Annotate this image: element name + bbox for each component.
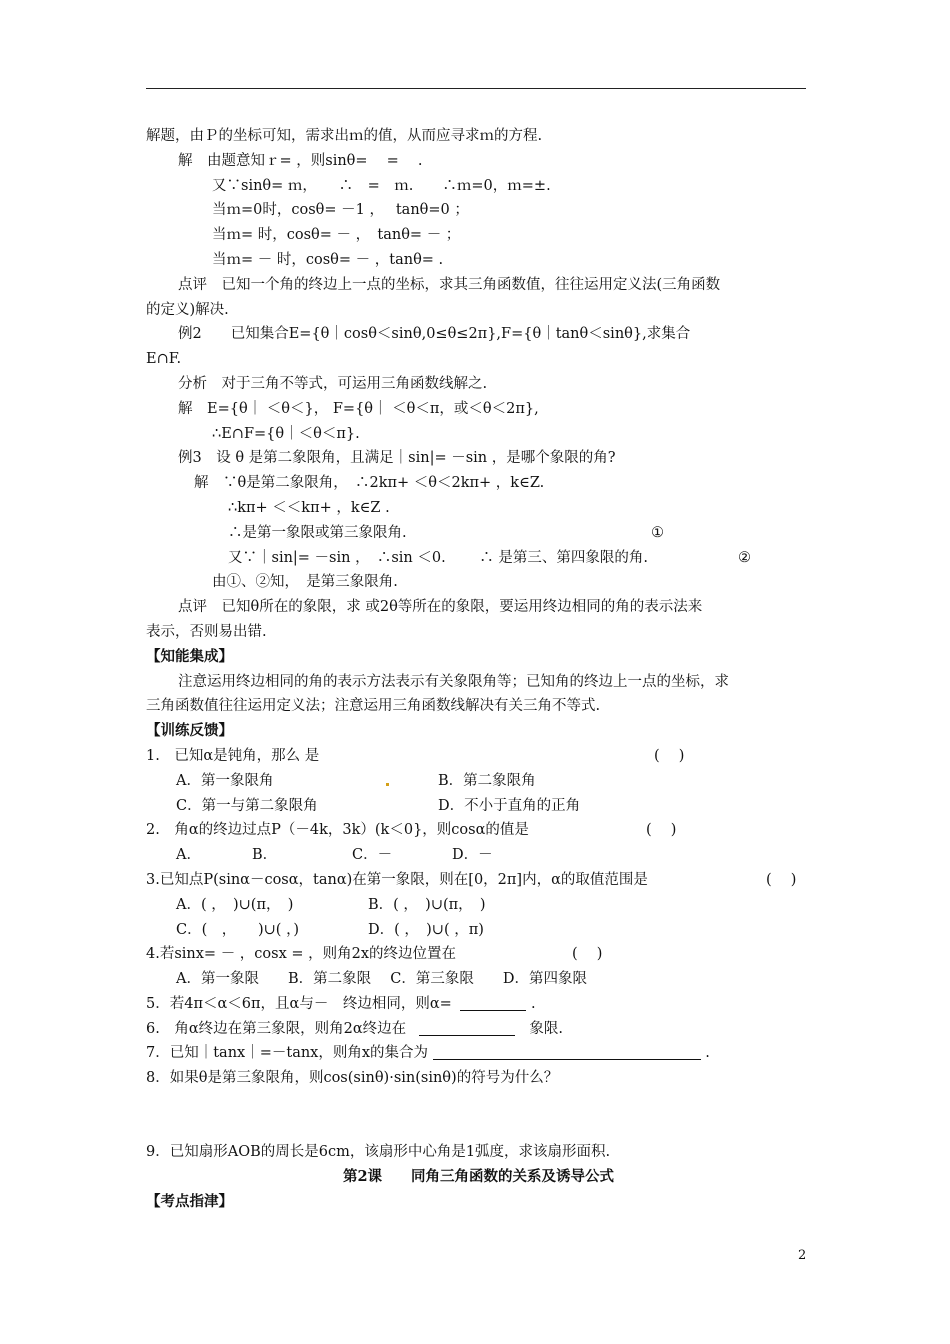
text-line: 又∵sinθ= ｍ， ∴ = ｍ. ∴ｍ=0，ｍ=±.	[212, 177, 551, 194]
option-a: A．	[176, 847, 201, 864]
text-line	[146, 521, 811, 546]
question-8: 8．如果θ是第三象限角，则cos(sinθ)·sin(sinθ)的符号为什么？	[146, 1070, 559, 1087]
decorative-dot	[386, 783, 389, 786]
options-row	[146, 893, 811, 918]
option-c: C．( ， )∪( ，)	[176, 921, 299, 938]
answer-blank	[433, 1042, 701, 1060]
question-9: 9．已知扇形AOB的周长是6cm，该扇形中心角是1弧度，求该扇形面积.	[146, 1144, 611, 1161]
document-body	[146, 124, 811, 1214]
spacer	[146, 1091, 811, 1140]
question-4	[146, 942, 811, 967]
text-span: ∴是第一象限或第三象限角.	[228, 524, 407, 541]
answer-blank	[460, 993, 526, 1011]
text-line: ∴E∩F={θ｜＜θ＜π}.	[212, 425, 360, 442]
option-a: A．( ， )∪(π， )	[176, 896, 294, 913]
section-heading: 【考点指津】	[146, 1192, 233, 1210]
question-3	[146, 868, 811, 893]
circle-mark-2: ②	[738, 549, 751, 566]
option-b: B．	[252, 847, 278, 864]
text-span: 又∵｜sin|= －sin ， ∴sin ＜0. ∴ 是第三、第四象限的角.	[228, 549, 649, 566]
end-period: .	[530, 995, 536, 1012]
text-line: 例2 已知集合E={θ｜cosθ＜sinθ,0≤θ≤2π},F={θ｜tanθ＜sinθ},求集合	[178, 326, 691, 343]
option-b: B．第二象限角	[438, 772, 536, 789]
options-row	[146, 769, 811, 794]
answer-paren: ( )	[572, 946, 603, 963]
question-text: 1. 已知α是钝角，那么 是	[146, 747, 320, 764]
text-line: 当ｍ=0时，cosθ= －1 ， tanθ=0 ；	[212, 202, 469, 219]
text-line: 三角函数值往往运用定义法；注意运用三角函数线解决有关三角不等式.	[146, 698, 601, 715]
options-row	[146, 843, 811, 868]
text-line: 解题，由Ｐ的坐标可知，需求出ｍ的值，从而应寻求ｍ的方程.	[146, 128, 543, 144]
text-line: 分析 对于三角不等式，可运用三角函数线解之.	[178, 375, 488, 392]
options-row	[146, 794, 811, 819]
question-text: 4.若sinx= － ，cosx = ，则角2x的终边位置在	[146, 946, 457, 963]
text-line: ∴kπ+ ＜＜kπ+ ，k∈Z .	[228, 499, 390, 516]
text-line: 当ｍ= 时，cosθ= － ， tanθ= － ；	[212, 227, 461, 244]
question-2	[146, 818, 811, 843]
option-a: A．第一象限角	[176, 772, 274, 789]
answer-paren: ( )	[646, 822, 677, 839]
text-line: 的定义)解决.	[146, 301, 229, 318]
text-line: 点评 已知θ所在的象限，求 或2θ等所在的象限，要运用终边相同的角的表示法来	[178, 599, 703, 616]
page-number: 2	[798, 1248, 807, 1263]
question-1	[146, 744, 811, 769]
option-c: C．－	[352, 847, 393, 864]
option-b: B．( ， )∪(π， )	[368, 896, 486, 913]
options-row	[146, 918, 811, 943]
question-tail: 象限.	[529, 1020, 563, 1037]
question-text: 2. 角α的终边过点P（－4k，3k）(k＜0}，则cosα的值是	[146, 822, 529, 839]
header-rule	[146, 88, 806, 89]
section-heading: 【知能集成】	[146, 647, 233, 665]
text-line: 注意运用终边相同的角的表示方法表示有关象限角等；已知角的终边上一点的坐标，求	[178, 673, 729, 690]
question-text: 3.已知点P(sinα－cosα，tanα)在第一象限，则在[0，2π]内，α的取值范围是	[146, 871, 648, 888]
text-line: 例3 设 θ 是第二象限角，且满足｜sin|= －sin ，是哪个象限的角?	[178, 450, 616, 467]
question-text: 7．已知｜tanx｜=－tanx，则角x的集合为	[146, 1045, 429, 1062]
option-d: D．不小于直角的正角	[438, 797, 581, 814]
question-text: 5．若4π＜α＜6π，且α与－ 终边相同，则α=	[146, 995, 452, 1012]
text-line: E∩F.	[146, 351, 182, 368]
question-7	[146, 1041, 811, 1066]
text-line: 解 ∵θ是第二象限角， ∴2kπ+ ＜θ＜2kπ+ ，k∈Z.	[194, 475, 545, 492]
question-6	[146, 1017, 811, 1042]
text-line: 当ｍ= － 时，cosθ= － ，tanθ= .	[212, 251, 444, 268]
answer-paren: ( )	[766, 871, 797, 888]
text-line: 解 E={θ｜ ＜θ＜}， F={θ｜ ＜θ＜π，或＜θ＜2π},	[178, 400, 539, 417]
question-5	[146, 992, 811, 1017]
answer-paren: ( )	[654, 747, 685, 764]
question-text: 6. 角α终边在第三象限，则角2α终边在	[146, 1020, 407, 1037]
option-d: D．－	[452, 847, 493, 864]
text-line: 表示，否则易出错.	[146, 623, 267, 640]
option-c: C．第一与第二象限角	[176, 797, 318, 814]
text-line	[146, 546, 811, 571]
lesson-title: 第2课 同角三角函数的关系及诱导公式	[342, 1167, 615, 1185]
text-line: 解 由题意知ｒ= ，则sinθ= = .	[178, 152, 423, 169]
options-row: A．第一象限 B．第二象限 C．第三象限 D．第四象限	[176, 971, 587, 988]
end-period: .	[705, 1045, 710, 1062]
text-line: 点评 已知一个角的终边上一点的坐标，求其三角函数值，往往运用定义法(三角函数	[178, 276, 721, 293]
option-d: D．( ， )∪( ，π)	[368, 921, 484, 938]
text-line: 由①、②知， 是第三象限角.	[212, 574, 398, 591]
answer-blank	[419, 1018, 515, 1036]
section-heading: 【训练反馈】	[146, 722, 233, 740]
circle-mark-1: ①	[651, 524, 664, 541]
